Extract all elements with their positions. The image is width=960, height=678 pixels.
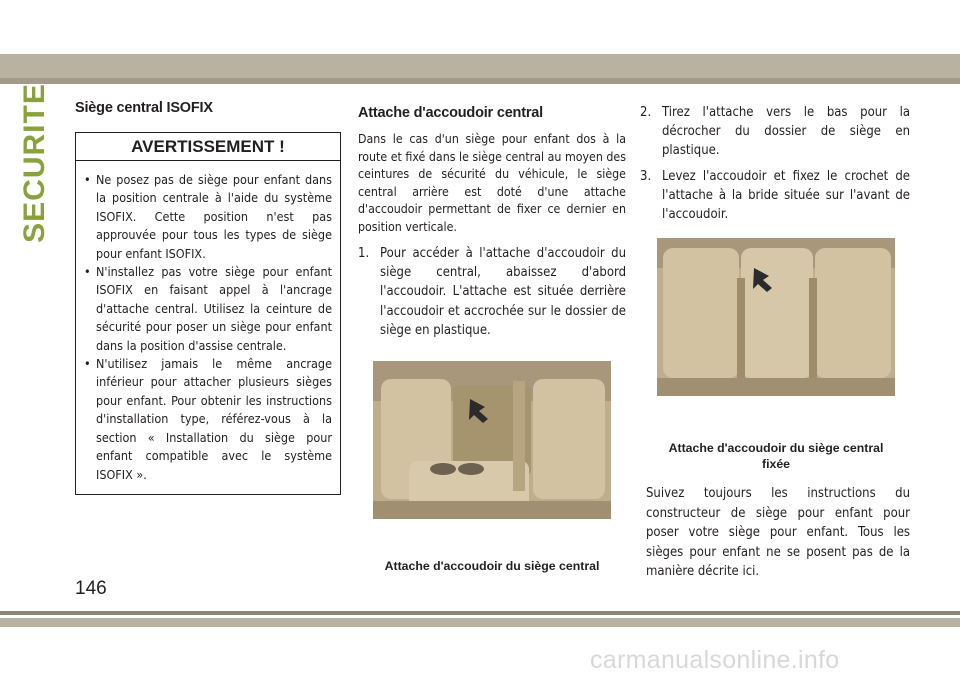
warning-box [75,132,341,495]
warning-title: AVERTISSEMENT ! [76,137,340,161]
warning-item: • Ne posez pas de siège pour enfant dans la position centrale à l'aide du système ISOFIX. Cette position n'est pas approuvée pour tous les types de siège pour enfant ISOFIX. [84,171,332,263]
intro-paragraph: Dans le cas d'un siège pour enfant dos à la route et fixé dans le siège central au moyen des ceintures de sécurité du véhicule, le siège central arrière est doté d'une attache d'accoudoir permettant de fixer ce dernier en position verticale. [358,132,626,234]
step-number: 1. [358,246,370,261]
steps-list [358,244,626,340]
header-band [0,54,960,78]
step-item [358,244,626,340]
step-item [640,103,910,161]
step-text: Pour accéder à l'attache d'accoudoir du siège central, abaissez d'abord l'accoudoir. L'attache est située derrière l'accoudoir et accrochée sur le dossier de siège en plastique. [380,246,626,338]
step-number: 2. [640,105,652,120]
caption-photo-2 [657,440,895,472]
header-band-shadow [0,78,960,84]
caption-photo-1: Attache d'accoudoir du siège central [384,559,600,573]
seat-illustration-fixed [657,238,895,396]
page-number: 146 [75,578,107,599]
column-isofix [75,100,343,495]
step-text: Levez l'accoudoir et fixez le crochet de l'attache à la bride située sur l'avant de l'accoudoir. [662,168,910,223]
caption-line-1: Attache d'accoudoir du siège central [668,441,884,455]
closing-paragraph: Suivez toujours les instructions du constructeur de siège pour enfant pour poser votre siège pour enfant. Tous les sièges pour enfant ne se posent pas de la manière décrite ici. [646,486,910,579]
photo-armrest-tether-fixed [657,238,895,396]
heading-armrest: Attache d'accoudoir central [358,105,543,121]
warning-item: • N'utilisez jamais le même ancrage inférieur pour attacher plusieurs sièges pour enfant. Pour obtenir les instructions d'installation type, référez-vous à la section « Installation du siège pour enfant compatible avec le système ISOFIX ». [84,355,332,484]
photo-armrest-tether [373,361,611,519]
section-tab-label: SECURITE [18,83,51,243]
steps-list-continued [640,103,910,224]
footer-band [0,618,960,627]
step-item [640,167,910,225]
step-text: Tirez l'attache vers le bas pour la décrocher du dossier de siège en plastique. [662,105,910,159]
seat-illustration [373,361,611,519]
warning-item: • N'installez pas votre siège pour enfant ISOFIX en faisant appel à l'ancrage d'attache central. Utilisez la ceinture de sécurité pour poser un siège pour enfant dans la position d'assise centrale. [84,263,332,355]
column-armrest [358,100,626,346]
section-tab [18,83,52,243]
caption-line-2: fixée [761,457,791,471]
warning-list [84,171,332,484]
column-steps-continued [640,103,910,230]
heading-isofix: Siège central ISOFIX [75,100,213,116]
step-number: 3. [640,168,652,184]
footer-band-line [0,611,960,615]
watermark-text: carmanualsonline.info [590,646,840,674]
